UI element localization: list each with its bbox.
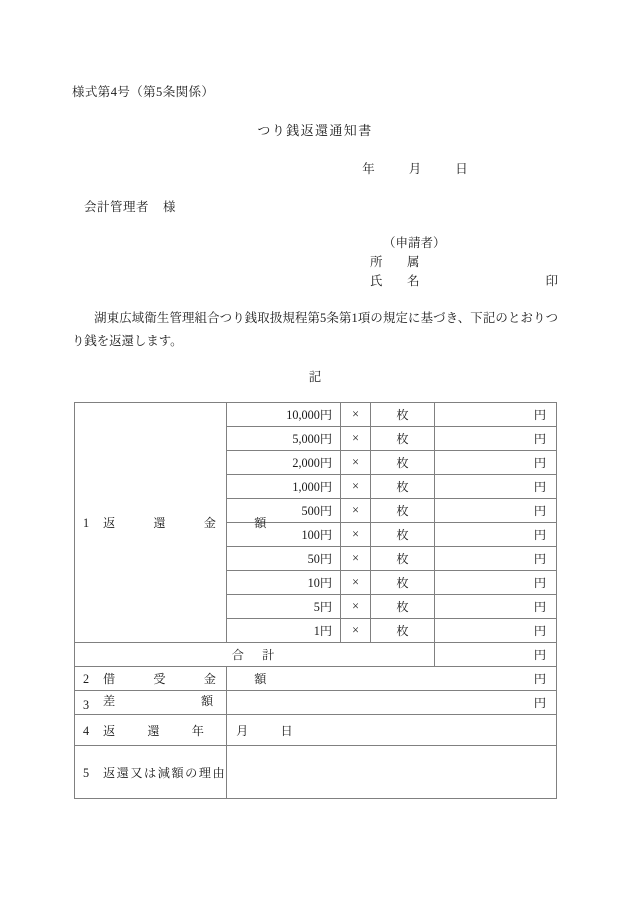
date-month-label: 月: [408, 162, 422, 176]
amount-yen-unit[interactable]: 円: [435, 475, 557, 499]
denomination-value: 5,000円: [227, 427, 341, 451]
return-amount-label-cell: [75, 403, 280, 643]
multiply-icon: ×: [341, 451, 371, 475]
date-year-label: 年: [362, 162, 375, 176]
denomination-value: 5円: [227, 595, 341, 619]
borrow-amount-value[interactable]: 円: [227, 667, 557, 691]
difference-text-left: 差: [103, 694, 116, 708]
denomination-value: 2,000円: [227, 451, 341, 475]
body-paragraph: [72, 307, 558, 353]
reason-value[interactable]: [227, 746, 557, 799]
sheets-unit: 枚: [371, 475, 435, 499]
difference-number: 3: [83, 698, 90, 712]
multiply-icon: ×: [341, 427, 371, 451]
borrow-amount-label-cell: [75, 667, 280, 691]
multiply-icon: ×: [341, 547, 371, 571]
denomination-value: 1,000円: [227, 475, 341, 499]
body-paragraph-text: 湖東広域衛生管理組合つり銭取扱規程第5条第1項の規定に基づき、下記のとおりつり銭を返還します。: [72, 311, 558, 348]
return-date-label-cell: [75, 715, 303, 746]
table-row: [75, 403, 557, 427]
amount-yen-unit[interactable]: 円: [435, 595, 557, 619]
multiply-icon: ×: [341, 475, 371, 499]
difference-text-right: 額: [200, 694, 213, 708]
amount-yen-unit[interactable]: 円: [435, 523, 557, 547]
amount-yen-unit[interactable]: 円: [435, 547, 557, 571]
reason-text: 返還又は減額の理由: [103, 765, 227, 780]
addressee-honorific: 様: [163, 200, 177, 214]
sheets-unit: 枚: [371, 547, 435, 571]
applicant-name-row: [370, 272, 560, 291]
date-line: [0, 159, 630, 177]
denomination-value: 100円: [227, 523, 341, 547]
amount-yen-unit[interactable]: 円: [435, 499, 557, 523]
addressee-name: 会計管理者: [84, 200, 150, 214]
difference-label-cell: [75, 691, 227, 715]
multiply-icon: ×: [341, 499, 371, 523]
table-row: [75, 691, 557, 715]
table-row: [75, 715, 557, 746]
sheets-unit: 枚: [371, 571, 435, 595]
borrow-amount-text: 借 受 金 額: [103, 672, 280, 686]
applicant-name-label: 氏 名: [370, 274, 426, 288]
multiply-icon: ×: [341, 403, 371, 427]
sheets-unit: 枚: [371, 523, 435, 547]
denomination-value: 50円: [227, 547, 341, 571]
date-day-label: 日: [455, 162, 468, 176]
return-date-text: 返 還 年 月 日: [103, 723, 303, 738]
amount-yen-unit[interactable]: 円: [435, 403, 557, 427]
total-label: 合 計: [75, 643, 435, 667]
multiply-icon: ×: [341, 523, 371, 547]
seal-mark-icon: 印: [545, 274, 558, 288]
multiply-icon: ×: [341, 619, 371, 643]
addressee-line: [84, 197, 176, 215]
denomination-value: 10円: [227, 571, 341, 595]
document-title: つり銭返還通知書: [257, 123, 373, 138]
total-yen-unit[interactable]: 円: [435, 643, 557, 667]
total-row: [75, 643, 557, 667]
denomination-value: 1円: [227, 619, 341, 643]
return-form-table: [74, 402, 557, 799]
amount-yen-unit[interactable]: 円: [435, 619, 557, 643]
form-number: 様式第4号（第5条関係）: [72, 85, 215, 99]
applicant-affiliation-row: [370, 253, 560, 272]
sheets-unit: 枚: [371, 499, 435, 523]
sheets-unit: 枚: [371, 595, 435, 619]
applicant-affiliation-label: 所 属: [370, 255, 426, 269]
table-row: [75, 667, 557, 691]
amount-yen-unit[interactable]: 円: [435, 451, 557, 475]
return-amount-text: 返 還 金 額: [103, 516, 280, 530]
multiply-icon: ×: [341, 595, 371, 619]
sheets-unit: 枚: [371, 403, 435, 427]
denomination-value: 500円: [227, 499, 341, 523]
applicant-heading: （申請者）: [383, 236, 446, 250]
sheets-unit: 枚: [371, 451, 435, 475]
denomination-value: 10,000円: [227, 403, 341, 427]
reason-number: 5: [83, 765, 90, 780]
return-amount-number: 1: [83, 516, 90, 530]
ki-mark: 記: [308, 370, 322, 384]
table-row: [75, 746, 557, 799]
sheets-unit: 枚: [371, 427, 435, 451]
amount-yen-unit[interactable]: 円: [435, 427, 557, 451]
difference-value[interactable]: 円: [227, 691, 557, 715]
multiply-icon: ×: [341, 571, 371, 595]
applicant-block: [370, 234, 560, 291]
return-date-number: 4: [83, 723, 90, 738]
borrow-amount-number: 2: [83, 672, 90, 686]
reason-label-cell: [75, 746, 227, 799]
sheets-unit: 枚: [371, 619, 435, 643]
amount-yen-unit[interactable]: 円: [435, 571, 557, 595]
